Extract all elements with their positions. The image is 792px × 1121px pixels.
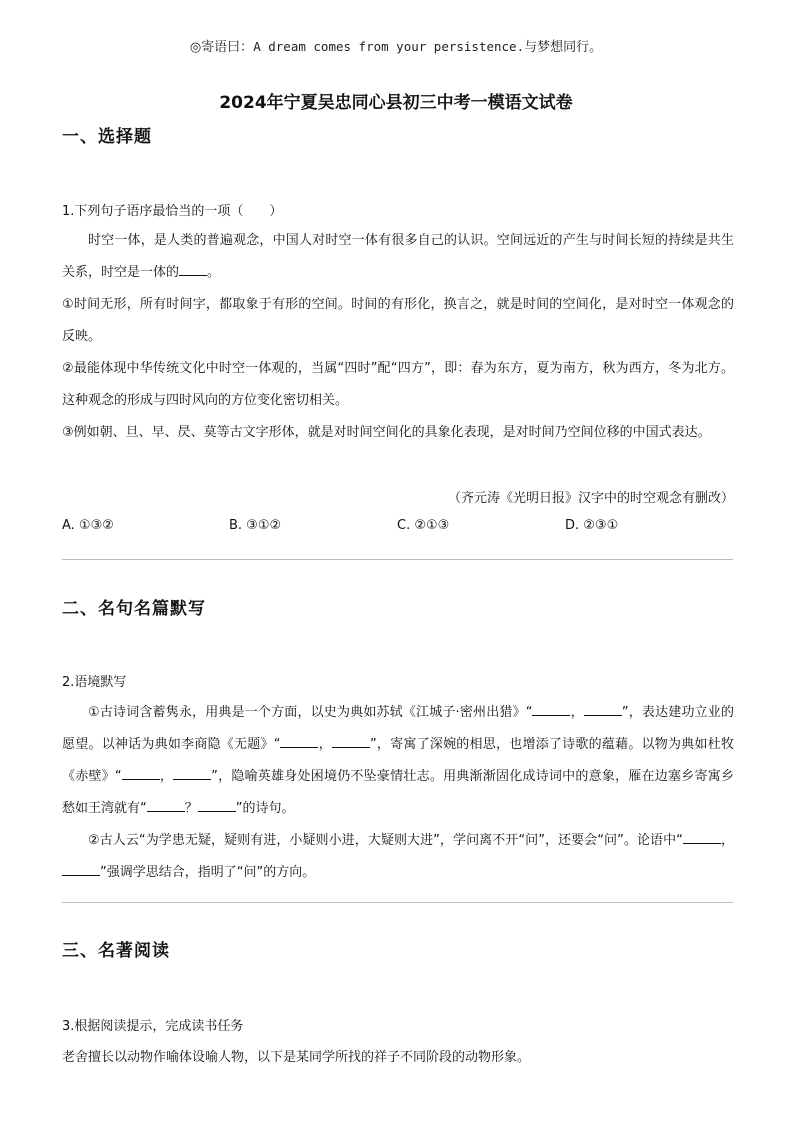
- question-3-line: 老舍擅长以动物作喻体设喻人物，以下是某同学所找的祥子不同阶段的动物形象。: [62, 1050, 531, 1065]
- question-2-passage: [62, 697, 734, 889]
- divider: [62, 559, 733, 560]
- sentence-3: ③例如朝、旦、早、昃、莫等古文字形体，就是对时间空间化的具象化表现，是对时间乃空间位移的中国式表达。: [62, 425, 711, 440]
- option-d[interactable]: D. ②③①: [565, 518, 619, 533]
- section-heading-recitation: 二、名句名篇默写: [62, 599, 206, 619]
- text: ”的诗句。: [235, 801, 295, 816]
- divider: [62, 902, 733, 903]
- text: ”，表达建功立业的愿望。以神话为典如李商隐《无题》“: [62, 705, 734, 752]
- question-2-stem: 2.语境默写: [62, 675, 127, 690]
- section-heading-choice: 一、选择题: [62, 127, 152, 147]
- question-1-stem: 1.下列句子语序最恰当的一项（ ）: [62, 204, 283, 219]
- text: ①古诗词含蓄隽永，用典是一个方面，以史为典如苏轼《江城子·密州出猎》“: [88, 705, 533, 720]
- answer-blank[interactable]: [198, 797, 236, 812]
- recitation-paragraph-1: [62, 697, 734, 825]
- text: ”，寄寓了深婉的相思，也增添了诗歌的蕴藉。以物为典如杜牧《赤壁》“: [62, 737, 734, 784]
- answer-blank[interactable]: [280, 733, 318, 748]
- question-1-passage: [62, 225, 734, 449]
- motto-english: A dream comes from your persistence.: [253, 39, 525, 54]
- answer-blank[interactable]: [532, 701, 570, 716]
- text: ？: [184, 801, 198, 816]
- text: ”强调学思结合，指明了“问”的方向。: [100, 865, 316, 880]
- document-title: 2024年宁夏吴忠同心县初三中考一模语文试卷: [219, 93, 573, 113]
- answer-blank[interactable]: [173, 765, 211, 780]
- text: ，: [570, 705, 584, 720]
- text: ，: [318, 737, 332, 752]
- answer-blank[interactable]: [683, 829, 721, 844]
- answer-blank[interactable]: [62, 861, 100, 876]
- passage-source: （齐元涛《光明日报》汉字中的时空观念有删改）: [447, 491, 734, 506]
- text: ，: [159, 769, 174, 784]
- passage-intro-end: 。: [207, 265, 221, 280]
- passage-intro: [62, 225, 734, 289]
- answer-blank[interactable]: [332, 733, 370, 748]
- option-c[interactable]: C. ②①③: [397, 518, 450, 533]
- answer-blank[interactable]: [147, 797, 185, 812]
- question-3-stem: 3.根据阅读提示，完成读书任务: [62, 1019, 244, 1034]
- sentence-2: ②最能体现中华传统文化中时空一体观的，当属“四时”配“四方”，即：春为东方，夏为南方，秋为西方，冬为北方。这种观念的形成与四时风向的方位变化密切相关。: [62, 361, 734, 408]
- answer-blank[interactable]: [179, 261, 207, 276]
- option-a[interactable]: A. ①③②: [62, 518, 114, 533]
- motto-suffix: 与梦想同行。: [524, 40, 603, 55]
- motto-prefix: ◎寄语曰：: [189, 40, 254, 55]
- passage-intro-text: 时空一体，是人类的普遍观念，中国人对时空一体有很多自己的认识。空间远近的产生与时间长短的持续是共生关系，时空是一体的: [62, 233, 734, 280]
- text: ，: [720, 833, 734, 848]
- answer-blank[interactable]: [122, 765, 160, 780]
- text: ②古人云“为学患无疑，疑则有进，小疑则小进，大疑则大进”，学问离不开“问”，还要会“问”。论语中“: [88, 833, 683, 848]
- sentence-1: ①时间无形，所有时间字，都取象于有形的空间。时间的有形化，换言之，就是时间的空间化，是对时空一体观念的反映。: [62, 297, 734, 344]
- section-heading-reading: 三、名著阅读: [62, 941, 170, 961]
- text: ”，隐喻英雄身处困境仍不坠豪情壮志。用典渐渐固化成诗词中的意象，雁在边塞乡寄寓乡愁如王湾就有“: [62, 769, 734, 816]
- option-b[interactable]: B. ③①②: [229, 518, 282, 533]
- answer-blank[interactable]: [584, 701, 622, 716]
- recitation-paragraph-2: [62, 825, 734, 889]
- header-motto: [0, 36, 792, 55]
